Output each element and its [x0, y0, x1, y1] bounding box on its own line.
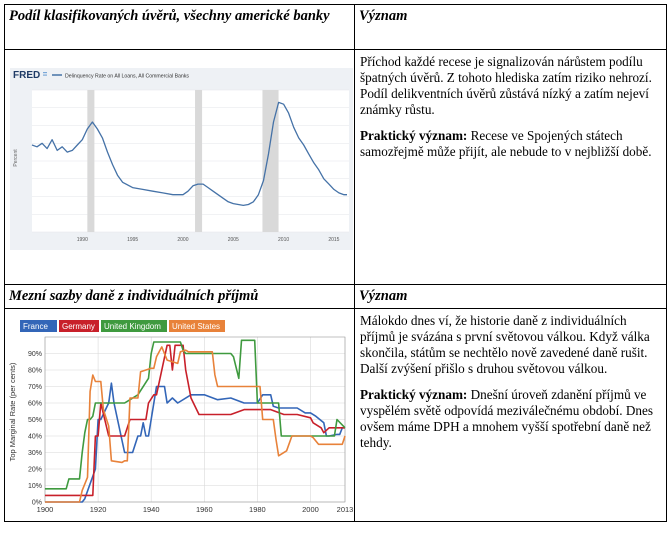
tax-x-tick: 2013 — [336, 505, 353, 514]
row2-practical-text: Dnešní úroveň zdanění příjmů ve vyspělém světě odpovídá meziválečnému období. Dnes ovšem máme DPH a mnohem vyšší spotřební daně než tehdy. — [360, 387, 653, 450]
tax-y-tick: 50% — [27, 417, 42, 424]
delinquency-chart — [10, 68, 353, 250]
row2-practical — [360, 387, 661, 451]
recession-band — [87, 90, 94, 232]
tax-y-tick: 30% — [27, 450, 42, 457]
y-axis-label: Percent — [13, 149, 19, 167]
tax-legend — [20, 320, 225, 332]
fred-x-tick: 1995 — [127, 237, 139, 243]
row1-practical — [360, 128, 661, 160]
legend-label: United States — [172, 322, 221, 331]
tax-rate-chart — [8, 312, 353, 518]
tax-y-tick: 0% — [31, 499, 42, 507]
fred-x-tick: 2000 — [177, 237, 189, 243]
tax-y-tick: 40% — [27, 433, 42, 441]
row2-paragraph: Málokdo dnes ví, že historie daně z individuálních příjmů je svázána s první světovou válkou. Když válka skončila, státům se nechtělo nově zavedené daně rušit. Další zvýšení přišlo s druhou světovou válkou. — [360, 313, 650, 376]
row2-right-header-cell — [355, 285, 667, 309]
tax-x-tick: 1980 — [249, 505, 266, 514]
row1-left-header: Podíl klasifikovaných úvěrů, všechny americké banky — [9, 8, 330, 24]
row1-right-header: Význam — [359, 8, 408, 24]
row2-practical-label: Praktický význam: — [360, 387, 468, 402]
row1-left-header-cell — [5, 5, 355, 50]
tax-y-tick: 60% — [27, 400, 42, 408]
fred-logo-mark — [43, 72, 47, 73]
row1-right-header-cell — [355, 5, 667, 50]
row1-practical-label: Praktický význam: — [360, 128, 468, 143]
recession-band — [195, 90, 202, 232]
tax-y-tick: 20% — [27, 466, 42, 474]
row2-left-header-cell — [5, 285, 355, 309]
row1-paragraph: Příchod každé recese je signalizován nárůstem podílu špatných úvěrů. Z tohoto hlediska zatím riziko nehrozí. Podíl delikventních úvěrů zůstává nízký a zatím nejeví známky růstu. — [360, 54, 652, 117]
tax-y-tick: 70% — [27, 384, 42, 391]
fred-logo-mark-2 — [43, 75, 47, 76]
tax-x-tick: 1940 — [142, 505, 160, 514]
comparison-table — [4, 4, 667, 522]
row2-text-cell — [355, 309, 667, 522]
row1-chart-cell — [5, 50, 355, 285]
legend-label: United Kingdom — [104, 322, 161, 331]
fred-logo-text: FRED — [13, 70, 41, 81]
tax-x-tick: 1920 — [89, 505, 107, 514]
row2-chart-cell — [5, 309, 355, 522]
delinquency-plot-area — [32, 90, 349, 243]
row1-text-cell — [355, 50, 667, 285]
tax-y-tick: 80% — [27, 367, 42, 375]
row2-right-header: Význam — [359, 288, 408, 304]
fred-x-tick: 2005 — [227, 237, 239, 243]
tax-x-tick: 1960 — [195, 505, 213, 514]
fred-x-tick: 2010 — [278, 237, 290, 243]
legend-label: Delinquency Rate on All Loans, All Commercial Banks — [65, 73, 189, 80]
tax-y-axis-label: Top Marginal Rate (per cents) — [8, 362, 17, 462]
tax-y-tick: 10% — [27, 483, 42, 490]
legend-label: France — [23, 322, 48, 331]
tax-x-tick: 2000 — [302, 505, 319, 514]
legend-label: Germany — [62, 322, 95, 331]
tax-plot-area — [28, 337, 353, 514]
row2-left-header: Mezní sazby daně z individuálních příjmů — [9, 288, 259, 304]
fred-x-tick: 2015 — [328, 237, 340, 243]
tax-x-tick: 1900 — [36, 505, 54, 514]
fred-x-tick: 1990 — [76, 237, 88, 243]
tax-y-tick: 90% — [27, 351, 42, 358]
row1-practical-text: Recese ve Spojených státech samozřejmě může přijít, ale nebude to v nejbližší době. — [360, 128, 652, 159]
